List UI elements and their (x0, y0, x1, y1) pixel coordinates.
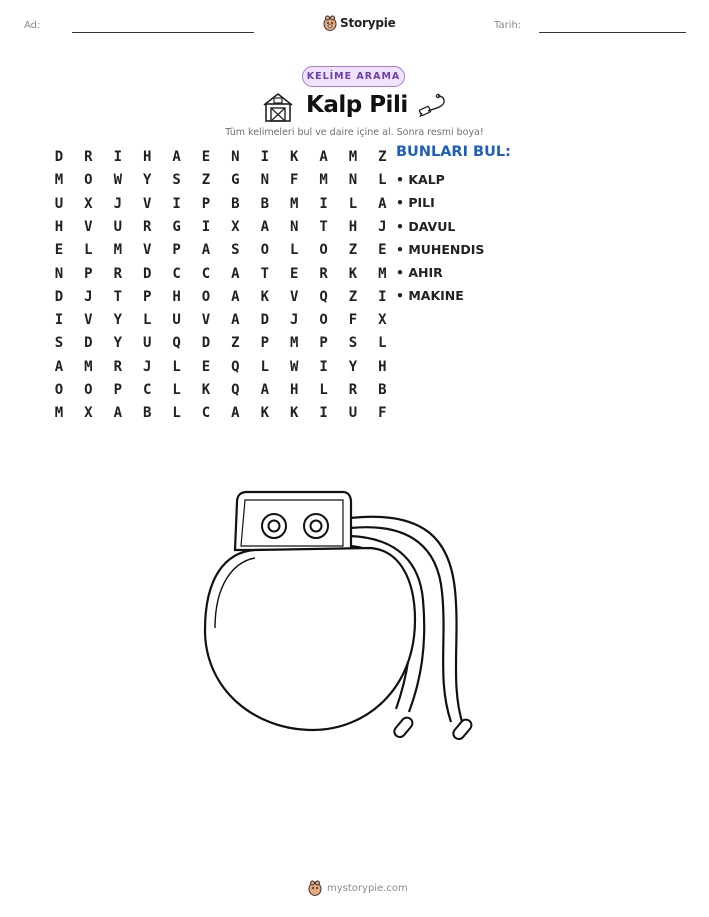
grid-letter[interactable]: D (260, 312, 270, 329)
grid-letter[interactable]: R (319, 265, 328, 282)
grid-letter[interactable]: S (172, 172, 181, 189)
grid-letter[interactable]: N (289, 218, 299, 235)
grid-letter[interactable]: M (113, 242, 123, 259)
word-list (396, 172, 484, 312)
grid-letter[interactable]: J (142, 358, 152, 375)
grid-letter[interactable]: P (113, 382, 123, 398)
grid-letter[interactable]: R (142, 218, 152, 235)
grid-letter[interactable]: O (84, 172, 93, 189)
grid-letter[interactable]: O (54, 382, 64, 398)
grid-letter[interactable]: I (54, 312, 64, 329)
grid-letter[interactable]: C (201, 405, 211, 422)
grid-letter[interactable]: Q (231, 358, 240, 375)
grid-letter[interactable]: A (260, 382, 270, 398)
footer-url[interactable]: mystorypie.com (327, 882, 408, 894)
grid-letter[interactable]: U (113, 218, 123, 235)
grid-letter[interactable]: J (378, 218, 387, 235)
grid-letter[interactable]: A (319, 149, 328, 165)
grid-letter[interactable]: O (319, 242, 328, 259)
grid-letter[interactable]: Z (378, 149, 387, 165)
grid-letter[interactable]: J (289, 312, 299, 329)
brand-name: Storypie (340, 16, 396, 30)
grid-letter[interactable]: X (84, 405, 93, 422)
grid-letter[interactable]: K (289, 405, 299, 422)
grid-letter[interactable]: N (260, 172, 270, 189)
grid-letter[interactable]: S (54, 335, 64, 352)
grid-letter[interactable]: T (319, 218, 328, 235)
grid-letter[interactable]: D (142, 265, 152, 282)
grid-letter[interactable]: V (84, 312, 93, 329)
grid-letter[interactable]: N (348, 172, 358, 189)
grid-letter[interactable]: Z (201, 172, 211, 189)
storypie-logo-icon (308, 880, 322, 896)
grid-letter[interactable]: A (54, 358, 64, 375)
grid-letter[interactable]: L (319, 382, 328, 398)
title-row (260, 89, 450, 125)
grid-letter[interactable]: K (348, 265, 358, 282)
grid-letter[interactable]: V (289, 288, 299, 305)
grid-letter[interactable]: L (84, 242, 93, 259)
grid-letter[interactable]: A (378, 195, 387, 212)
grid-letter[interactable]: H (378, 358, 387, 375)
grid-letter[interactable]: P (260, 335, 270, 352)
grid-letter[interactable]: W (113, 172, 123, 189)
grid-letter[interactable]: V (142, 242, 152, 259)
grid-letter[interactable]: O (260, 242, 270, 259)
grid-letter[interactable]: L (348, 195, 358, 212)
grid-letter[interactable]: X (378, 312, 387, 329)
word-item: • KALP (396, 172, 445, 187)
grid-letter[interactable]: I (319, 358, 328, 375)
grid-letter[interactable]: E (201, 149, 211, 165)
grid-letter[interactable]: V (201, 312, 211, 329)
grid-letter[interactable]: X (231, 218, 240, 235)
grid-letter[interactable]: X (84, 195, 93, 212)
grid-letter[interactable]: A (260, 218, 270, 235)
grid-letter[interactable]: P (172, 242, 181, 259)
grid-letter[interactable]: M (378, 265, 387, 282)
name-line[interactable] (72, 32, 254, 33)
grid-letter[interactable]: A (172, 149, 181, 165)
grid-letter[interactable]: P (319, 335, 328, 352)
date-label: Tarih: (494, 20, 522, 31)
grid-letter[interactable]: A (231, 312, 240, 329)
grid-letter[interactable]: J (113, 195, 123, 212)
lead-tip (451, 717, 474, 741)
pacemaker-illustration[interactable] (195, 480, 495, 750)
grid-letter[interactable]: D (84, 335, 93, 352)
grid-letter[interactable]: V (142, 195, 152, 212)
grid-letter[interactable]: O (84, 382, 93, 398)
word-list-title: BUNLARI BUL: (396, 144, 511, 160)
grid-letter[interactable]: B (260, 195, 270, 212)
word-item: • PILI (396, 195, 435, 211)
grid-letter[interactable]: Z (348, 288, 358, 305)
grid-letter[interactable]: H (142, 149, 152, 165)
grid-letter[interactable]: L (378, 335, 387, 352)
grid-letter[interactable]: D (54, 288, 64, 305)
grid-letter[interactable]: A (231, 405, 240, 422)
pacemaker-body (205, 548, 415, 730)
grid-letter[interactable]: Y (142, 172, 152, 189)
instructions: Tüm kelimeleri bul ve daire içine al. Sonra resmi boya! (225, 127, 484, 138)
grid-letter[interactable]: A (231, 265, 240, 282)
grid-letter[interactable]: M (289, 335, 299, 352)
grid-letter[interactable]: B (378, 382, 387, 398)
grid-letter[interactable]: R (113, 358, 123, 375)
grid-letter[interactable]: O (319, 312, 328, 329)
grid-letter[interactable]: K (260, 405, 270, 422)
grid-letter[interactable]: M (319, 172, 328, 189)
grid-letter[interactable]: U (172, 312, 181, 329)
page-title: Kalp Pili (306, 92, 408, 118)
grid-letter[interactable]: P (142, 288, 152, 305)
grid-letter[interactable]: O (201, 288, 211, 305)
grid-letter[interactable]: Q (231, 382, 240, 398)
grid-letter[interactable]: H (54, 218, 64, 235)
grid-letter[interactable]: B (142, 405, 152, 422)
grid-letter[interactable]: B (231, 195, 240, 212)
grid-letter[interactable]: A (113, 405, 123, 422)
grid-letter[interactable]: L (142, 312, 152, 329)
grid-letter[interactable]: R (84, 149, 93, 165)
grid-letter[interactable]: G (231, 172, 240, 189)
word-item: • MUHENDIS (396, 241, 485, 257)
activity-badge (302, 66, 405, 87)
grid-letter[interactable]: I (319, 195, 328, 212)
stethoscope-icon (418, 93, 448, 119)
grid-letter[interactable]: L (260, 358, 270, 375)
grid-letter[interactable]: T (113, 288, 123, 305)
grid-letter[interactable]: U (348, 405, 358, 422)
grid-letter[interactable]: U (142, 335, 152, 352)
grid-letter[interactable]: A (231, 288, 240, 305)
lead-tip (392, 715, 415, 739)
grid-letter[interactable]: I (378, 288, 387, 305)
grid-letter[interactable]: M (84, 358, 93, 375)
grid-letter[interactable]: F (348, 312, 358, 329)
grid-letter[interactable]: I (113, 149, 123, 165)
grid-letter[interactable]: N (231, 149, 240, 165)
grid-letter[interactable]: E (289, 265, 299, 282)
grid-letter[interactable]: E (201, 358, 211, 375)
grid-letter[interactable]: L (378, 172, 387, 189)
word-item: • MAKINE (396, 288, 464, 304)
grid-letter[interactable]: A (201, 242, 211, 259)
grid-letter[interactable]: K (289, 149, 299, 165)
storypie-logo-icon (323, 15, 337, 31)
grid-letter[interactable]: Z (348, 242, 358, 259)
grid-letter[interactable]: I (172, 195, 181, 212)
grid-letter[interactable]: E (378, 242, 387, 259)
grid-letter[interactable]: M (348, 149, 358, 165)
grid-letter[interactable]: R (348, 382, 358, 398)
grid-letter[interactable]: Z (231, 335, 240, 352)
activity-badge-label: KELİME ARAMA (306, 71, 401, 82)
grid-letter[interactable]: I (319, 405, 328, 422)
grid-letter[interactable]: M (54, 172, 64, 189)
grid-letter[interactable]: M (54, 405, 64, 422)
grid-letter[interactable]: Y (113, 335, 123, 352)
grid-letter[interactable]: S (348, 335, 358, 352)
grid-letter[interactable]: F (378, 405, 387, 422)
footer (308, 878, 408, 898)
grid-letter[interactable]: K (201, 382, 211, 398)
grid-letter[interactable]: L (172, 382, 181, 398)
grid-letter[interactable]: J (84, 288, 93, 305)
grid-letter[interactable]: W (289, 358, 299, 375)
grid-letter[interactable]: S (231, 242, 240, 259)
grid-letter[interactable]: I (260, 149, 270, 165)
grid-letter[interactable]: D (201, 335, 211, 352)
grid-letter[interactable]: N (54, 265, 64, 282)
barn-icon (261, 91, 295, 123)
pacemaker-header (235, 492, 351, 550)
grid-letter[interactable]: L (172, 358, 181, 375)
grid-letter[interactable]: C (172, 265, 181, 282)
grid-letter[interactable]: L (289, 242, 299, 259)
name-label: Ad: (24, 20, 41, 31)
grid-letter[interactable]: H (172, 288, 181, 305)
grid-letter[interactable]: F (289, 172, 299, 189)
grid-letter[interactable]: K (260, 288, 270, 305)
grid-letter[interactable]: Q (319, 288, 328, 305)
grid-letter[interactable]: C (142, 382, 152, 398)
grid-letter[interactable]: H (289, 382, 299, 398)
grid-letter[interactable]: P (201, 195, 211, 212)
grid-letter[interactable]: V (84, 218, 93, 235)
grid-letter[interactable]: C (201, 265, 211, 282)
word-item: • DAVUL (396, 218, 456, 234)
grid-letter[interactable]: E (54, 242, 64, 259)
grid-letter[interactable]: Y (348, 358, 358, 375)
grid-letter[interactable]: Q (172, 335, 181, 352)
grid-letter[interactable]: Y (113, 312, 123, 329)
grid-letter[interactable]: L (172, 405, 181, 422)
grid-letter[interactable]: H (348, 218, 358, 235)
word-item: • AHIR (396, 265, 443, 281)
grid-letter[interactable]: G (172, 218, 181, 235)
date-line[interactable] (539, 32, 686, 33)
grid-letter[interactable]: U (54, 195, 64, 212)
brand-logo (323, 13, 396, 33)
grid-letter[interactable]: M (289, 195, 299, 212)
grid-letter[interactable]: R (113, 265, 123, 282)
grid-letter[interactable]: D (54, 149, 64, 165)
grid-letter[interactable]: I (201, 218, 211, 235)
grid-letter[interactable]: T (260, 265, 270, 282)
grid-letter[interactable]: P (84, 265, 93, 282)
